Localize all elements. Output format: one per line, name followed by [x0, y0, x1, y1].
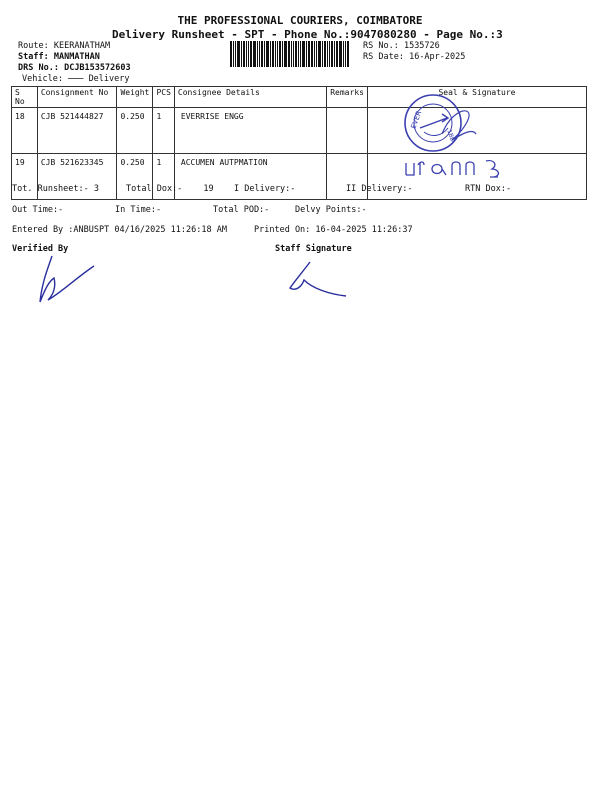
barcode-bar	[233, 41, 234, 67]
total-dox-label: Total Dox:-	[126, 184, 183, 194]
barcode-bar	[300, 41, 301, 67]
barcode-bar	[339, 41, 342, 67]
seal-signature-scribble	[438, 104, 480, 150]
barcode-bar	[284, 41, 287, 67]
rs-no-line	[363, 41, 440, 51]
cell-consignment: CJB 521444827	[37, 108, 117, 154]
rs-date-label: RS Date:	[363, 52, 404, 62]
barcode-bar	[327, 41, 328, 67]
staff-line	[18, 52, 100, 62]
company-title: THE PROFESSIONAL COURIERS, COIMBATORE	[177, 14, 423, 27]
vehicle-value: Delivery	[88, 74, 130, 84]
barcode-bar	[261, 41, 263, 67]
barcode-bar	[302, 41, 305, 67]
barcode-bar	[279, 41, 281, 67]
col-consignment: Consignment No	[37, 87, 117, 108]
in-time: In Time:-	[115, 205, 162, 215]
cell-sno: 18	[12, 108, 38, 154]
svg-text:EVER: EVER	[409, 109, 424, 130]
rtn-dox: RTN Dox:-	[465, 184, 512, 194]
cell-consignee: EVERRISE ENGG	[174, 108, 326, 154]
barcode-bar	[291, 41, 292, 67]
barcode-bar	[272, 41, 274, 67]
barcode-bar	[264, 41, 265, 67]
tot-runsheet: Tot. Runsheet:- 3	[12, 184, 99, 194]
cell-sno: 19	[12, 154, 38, 200]
vehicle-label: Vehicle:	[22, 74, 63, 84]
svg-text:1BD: 1BD	[445, 128, 457, 144]
barcode-bar	[343, 41, 344, 67]
drs-line	[18, 63, 131, 73]
table-row	[12, 108, 587, 154]
barcode-bar	[270, 41, 271, 67]
barcode-bar	[288, 41, 290, 67]
route-line	[18, 41, 110, 51]
col-seal-signature: Seal & Signature	[367, 87, 586, 108]
barcode-bar	[248, 41, 249, 67]
staff-signature-label: Staff Signature	[275, 244, 352, 254]
barcode-bar	[293, 41, 294, 67]
route-label: Route:	[18, 41, 49, 51]
staff-signature	[284, 258, 354, 302]
out-time: Out Time:-	[12, 205, 64, 215]
ii-delivery: II Delivery:-	[346, 184, 413, 194]
drs-label: DRS No.:	[18, 63, 59, 73]
handwritten-note-row19	[402, 155, 522, 181]
barcode-bar	[257, 41, 258, 67]
col-consignee: Consignee Details	[174, 87, 326, 108]
cell-consignment: CJB 521623345	[37, 154, 117, 200]
barcode-bar	[336, 41, 338, 67]
barcode-bar	[277, 41, 278, 67]
delvy-points: Delvy Points:-	[295, 205, 367, 215]
col-pcs: PCS	[153, 87, 174, 108]
barcode-bar	[347, 41, 349, 67]
cell-weight: 0.250	[117, 154, 153, 200]
barcode-bar	[243, 41, 245, 67]
barcode-bar	[322, 41, 323, 67]
barcode-bar	[246, 41, 247, 67]
staff-value: MANMATHAN	[53, 52, 100, 62]
barcode-bar	[331, 41, 333, 67]
barcode-bar	[250, 41, 252, 67]
barcode-bar	[237, 41, 240, 67]
barcode-bar	[318, 41, 321, 67]
runsheet-table	[11, 86, 587, 200]
barcode-bar	[259, 41, 260, 67]
table-header-row	[12, 87, 587, 108]
barcode-bar	[308, 41, 310, 67]
total-pod: Total POD:-	[213, 205, 270, 215]
barcode-bar	[253, 41, 256, 67]
barcode	[230, 41, 358, 67]
total-dox	[126, 184, 214, 194]
cell-consignee: ACCUMEN AUTPMATION	[174, 154, 326, 200]
vehicle-line	[22, 74, 130, 84]
barcode-bar	[266, 41, 269, 67]
drs-value: DCJB153572603	[64, 63, 131, 73]
entered-by: Entered By :ANBUSPT 04/16/2025 11:26:18 AM	[12, 225, 227, 235]
barcode-bar	[298, 41, 299, 67]
verified-by-label: Verified By	[12, 244, 69, 254]
staff-label: Staff:	[18, 52, 49, 62]
cell-remarks	[327, 108, 368, 154]
barcode-bar	[311, 41, 313, 67]
barcode-bar	[275, 41, 276, 67]
col-sno: S No	[12, 87, 38, 108]
barcode-bar	[334, 41, 335, 67]
barcode-bar	[282, 41, 283, 67]
barcode-bar	[230, 41, 232, 67]
col-weight: Weight	[117, 87, 153, 108]
barcode-bar	[316, 41, 317, 67]
cell-weight: 0.250	[117, 108, 153, 154]
cell-pcs: 1	[153, 108, 174, 154]
barcode-bar	[235, 41, 236, 67]
rs-date-value: 16-Apr-2025	[409, 52, 466, 62]
i-delivery: I Delivery:-	[234, 184, 296, 194]
barcode-bar	[345, 41, 346, 67]
barcode-bar	[314, 41, 315, 67]
col-remarks: Remarks	[327, 87, 368, 108]
barcode-bar	[324, 41, 326, 67]
total-dox-value: 19	[203, 184, 214, 194]
route-value: KEERANATHAM	[53, 41, 111, 51]
cell-pcs: 1	[153, 154, 174, 200]
barcode-bar	[295, 41, 297, 67]
vehicle-strike-mark	[68, 74, 83, 84]
printed-on: Printed On: 16-04-2025 11:26:37	[254, 225, 413, 235]
rs-no-value: 1535726	[403, 41, 440, 51]
rs-date-line	[363, 52, 465, 62]
runsheet-subtitle: Delivery Runsheet - SPT - Phone No.:9047080280 - Page No.:3	[112, 28, 503, 41]
barcode-bar	[241, 41, 242, 67]
barcode-bar	[329, 41, 330, 67]
rs-no-label: RS No.:	[363, 41, 399, 51]
verifier-signature	[32, 252, 102, 308]
barcode-bar	[306, 41, 307, 67]
